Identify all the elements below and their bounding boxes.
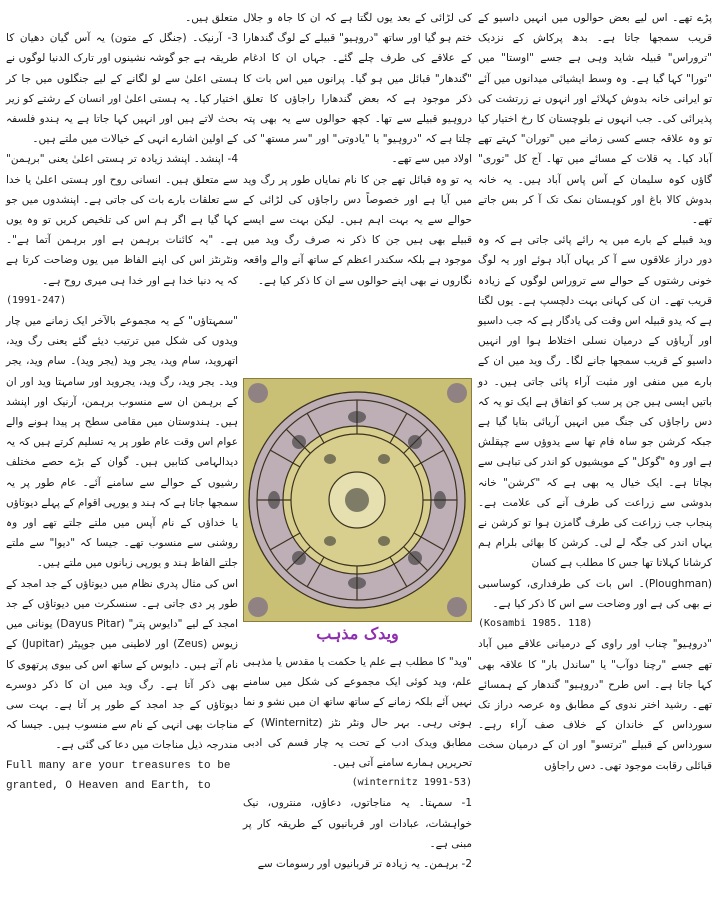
citation: (Kosambi 1985. 118) (478, 618, 593, 630)
paragraph: (Ploughman)۔ اس بات کی طرفداری، کوساسبی نے بھی کی ہے اور وضاحت سے اس کا ذکر کیا ہے۔ (478, 577, 712, 610)
paragraph: "دروہیو" چناب اور راوی کے درمیانی علاقے میں آباد تھے جسے "رچنا دوآب" یا "ساندل بار" کا علاقہ بھی کہا جاتا ہے۔ اس طرح "دروہیو" گندھار کے ہمسائے تھے۔ رشید اختر ندوی کے مطابق وہ عرصہ دراز تک سورداس کے خاندان کے خلاف صف آراء رہے۔ سورداس کے قبیلے "ترتسو" اور ان کے درمیان سخت قبائلی رقابت موجود تھی۔ دس راجاؤں (478, 638, 712, 772)
paragraph: اس کی مثال پدری نظام میں دیوتاؤں کے جد امجد کے طور پر دی جاتی ہے۔ سنسکرت میں دیوتاؤں کے جد امجد کے لیے "دایوس پتر" (Dayus Pitar) یونانی میں زیوس (Zeus) اور لاطینی میں جوپیٹر (Jupitar) کے نام آتے ہیں۔ دایوس کے ساتھ اس کی بیوی پرتھوی کا بھی ذکر آتا ہے۔ رگ وید میں ان کا ذکر دوسرے دیوتاؤں کے جد امجد کے طور پر آتا ہے۔ بہت سی مناجات بھی انہی کے نام سے منسوب ہیں۔ جیسا کہ مندرجہ ذیل مناجات میں دعا کی گئی ہے۔ (6, 577, 238, 752)
list-item: 1- سمہتا۔ یہ مناجاتوں، دعاؤں، منتروں، نیک خواہشات، عبادات اور قربانیوں کے طریقہ کار پر مبنی ہے۔ (243, 797, 472, 850)
citation: (winternitz 1991-53) (351, 777, 472, 789)
paragraph: متعلق ہیں۔ (185, 12, 238, 24)
english-quote: Full many are your treasures to be granted, O Heaven and Earth, to (6, 759, 231, 792)
middle-column-lower (243, 652, 472, 874)
paragraph: کی لڑائی کے بعد یوں لگتا ہے کہ ان کا جاہ و جلال ختم ہو گیا اور ساتھ "دروہیو" قبیلے کے لوگ گندھارا کے علاقے کی طرف چلے گئے۔ جہاں ان کا ادغام "گندھار" قبائل میں ہو گیا۔ پرانوں میں اس بات کا ذکر موجود ہے کہ بعض گندھارا راجاؤں کا تعلق دروہیو قبیلے سے تھا۔ کچھ حوالوں سے یہ بھی پتہ چلتا ہے کہ "دروہیو" یا "یادوتی" اور "سر مستھ" کی اولاد میں سے تھے۔ (243, 12, 472, 166)
list-item: 3- آرنیک۔ (جنگل کے متون) یہ آس گیان دھیان کا طریقہ ہے جو گوشہ نشینوں اور تارک الدنیا لوگوں نے ہستی اعلیٰ سے لو لگانے کے لیے جنگلوں میں جا کر اختیار کیا۔ یہ ہستی اعلیٰ اور انسان کے رشتے کو زیر بحث لاتے ہیں اور انہیں کہا جاتا ہے یہ ہندو فلسفہ کے اولین اشارے انہی کے خیالات میں ملتے ہیں۔ (6, 32, 238, 146)
list-item: 4- اپنشد۔ اپنشد زیادہ تر ہستی اعلیٰ یعنی "برہمن" سے متعلق ہیں۔ انسانی روح اور ہستی اعلیٰ یا خدا سے تعلقات بارے بات کی جاتی ہے۔ اپنشدوں میں جو کہا گیا ہے اگر ہم اس کی تلخیص کریں تو وہ یوں ہے۔ "یہ کائنات برہمن ہے اور برہمن آتما ہے"۔ ونٹرنٹز اس کی اپنے الفاظ میں یوں وضاحت کرتا ہے کہ یہ دنیا خدا ہے اور خدا ہی میری روح ہے۔ (6, 153, 238, 287)
paragraph: "سمہتاؤں" کے یہ مجموعے بالآخر ایک زمانے میں چار ویدوں کی شکل میں ترتیب دیئے گئے یعنی رگ وید، اتھروید، سام وید، یجر وید (یجر وید)۔ سام وید، یجر وید۔ یجر وید، رگ وید، یجروید اور سامہتا وید اور ان کے برہمن ان سے منسوب برہمن، آرنیک اور اپنشد ہیں۔ ہندوستان میں مقامی سطح پر پیدا ہونے والے عوام اس وقت عام طور پر یہ تسلیم کرتے ہیں کہ یہ دیدالہامی کتابیں ہیں۔ گوان کے بڑے حصے مختلف رشیوں کے حوالے سے سامنے آئے۔ عام طور پر یہ سمجھا جاتا ہے کہ ہند و یورپی اقوام کے پہلے دیوتاؤں یا خداؤں کے نام آپس میں ملتے جلتے تھے اور وہ روشنی سے منسوب تھے۔ جیسا کہ "دیوا" سے ملتے جلتے الفاظ ہند و یورپی زبانوں میں ملتے ہیں۔ (6, 315, 238, 570)
list-item: 2- برہمن۔ یہ زیادہ تر قربانیوں اور رسومات سے (257, 858, 472, 871)
paragraph: یہ تو وہ قبائل تھے جن کا نام نمایاں طور پر رگ وید میں آیا ہے اور خصوصاً دس راجاؤں کی لڑائی کے حوالے سے یہ بہت اہم ہیں۔ لیکن بہت سے ایسے قبیلے بھی ہیں جن کا ذکر نہ صرف رگ وید میں موجود ہے بلکہ سکندر اعظم کے ساتھ آنے والے واقعہ نگاروں نے بھی اپنے حوالوں سے ان کا ذکر کیا ہے۔ (243, 173, 472, 287)
section-heading: ویدک مذہب (316, 624, 399, 643)
paragraph: وید قبیلے کے بارے میں یہ رائے پائی جاتی ہے کہ وہ دور دراز علاقوں سے آ کر یہاں آباد ہوئے اور یہ لوگ خونی رشتوں کے حوالے سے تروراس لوگوں کے زیادہ قریب تھے۔ ان کی کہانی بہت دلچسپ ہے۔ یوں لگتا ہے کہ یدو قبیلہ اس وقت کی یادگار ہے کہ جب داسیو اور آریاؤں کے درمیان نسلی اختلاط ہوا اور انہیں داسیو کے قریب سمجھا جانے لگا۔ رگ وید میں ان کے بارے میں منفی اور مثبت آراء پائی جاتی ہیں۔ دو باتیں ایسی ہیں جن پر سب کو اتفاق ہے ایک تو یہ کہ دس راجاؤں کی جنگ میں انہیں آریائی بتایا گیا ہے جبکہ کرشن جو ساہ فام تھا سے یدوؤں سے چپقلش ہے اور وہ "گوکل" کے مویشیوں کو اندر کی تباہی سے بچاتا ہے۔ ایک خیال یہ بھی ہے کہ "کرشن" خانہ بدوشی سے زراعت کی طرف آنے کی علامت ہے۔ پنجاب جب زراعت کی طرف گامزن ہوا تو کرشن نے یہاں اندر کی جگہ لے لی۔ کرشن کا بھائی بلرام ہم کرشانا کہلاتا تھا جس کا مطلب ہے کسان (478, 234, 712, 570)
right-column (478, 8, 712, 776)
paragraph: پڑے تھے۔ اس لیے بعض حوالوں میں انہیں داسیو کے قریب سمجھا جاتا ہے۔ بدھ پرکاش کے نزدیک "تروراس" قبیلہ شاید وہی ہے جسے "اوستا" میں "تورا" کہا گیا ہے۔ وہ وسط ایشیائی میدانوں میں آئے تو ایرانی خانہ بدوش کہلائے اور انہوں نے زرتشت کی پذیرائی کی۔ جب انہوں نے بلوچستان کا رخ اختیار کیا تو وہ علاقہ جسے کسی زمانے میں "توران" کہتے تھے آباد کیا۔ یہ قلات کے مسائے میں تھا۔ آج کل "توری" گاؤں کوہ سلیمان کے آس پاس آباد ہیں۔ یہ خانہ بدوش کالا باغ اور کوہستان نمک تک آ کر بس جاتے تھے۔ (478, 12, 712, 227)
middle-column-upper (243, 8, 472, 291)
paragraph: "وید" کا مطلب ہے علم یا حکمت یا مقدس یا مذہبی علم، وید کوئی ایک مجموعے کی شکل میں سامنے نہیں آئے بلکہ زمانے کے ساتھ ساتھ ان میں نشو و نما ہوتی رہی۔ بہر حال ونٹر نٹز (Winternitz) کے مطابق ویدک ادب کے تحت یہ چار قسم کی ادبی تحریریں ہمارے سامنے آتی ہیں۔ (243, 656, 472, 770)
left-column (6, 8, 238, 796)
citation: (1991-247) (6, 294, 67, 306)
zodiac-wheel-icon (244, 379, 471, 621)
zodiac-illustration (243, 378, 472, 622)
